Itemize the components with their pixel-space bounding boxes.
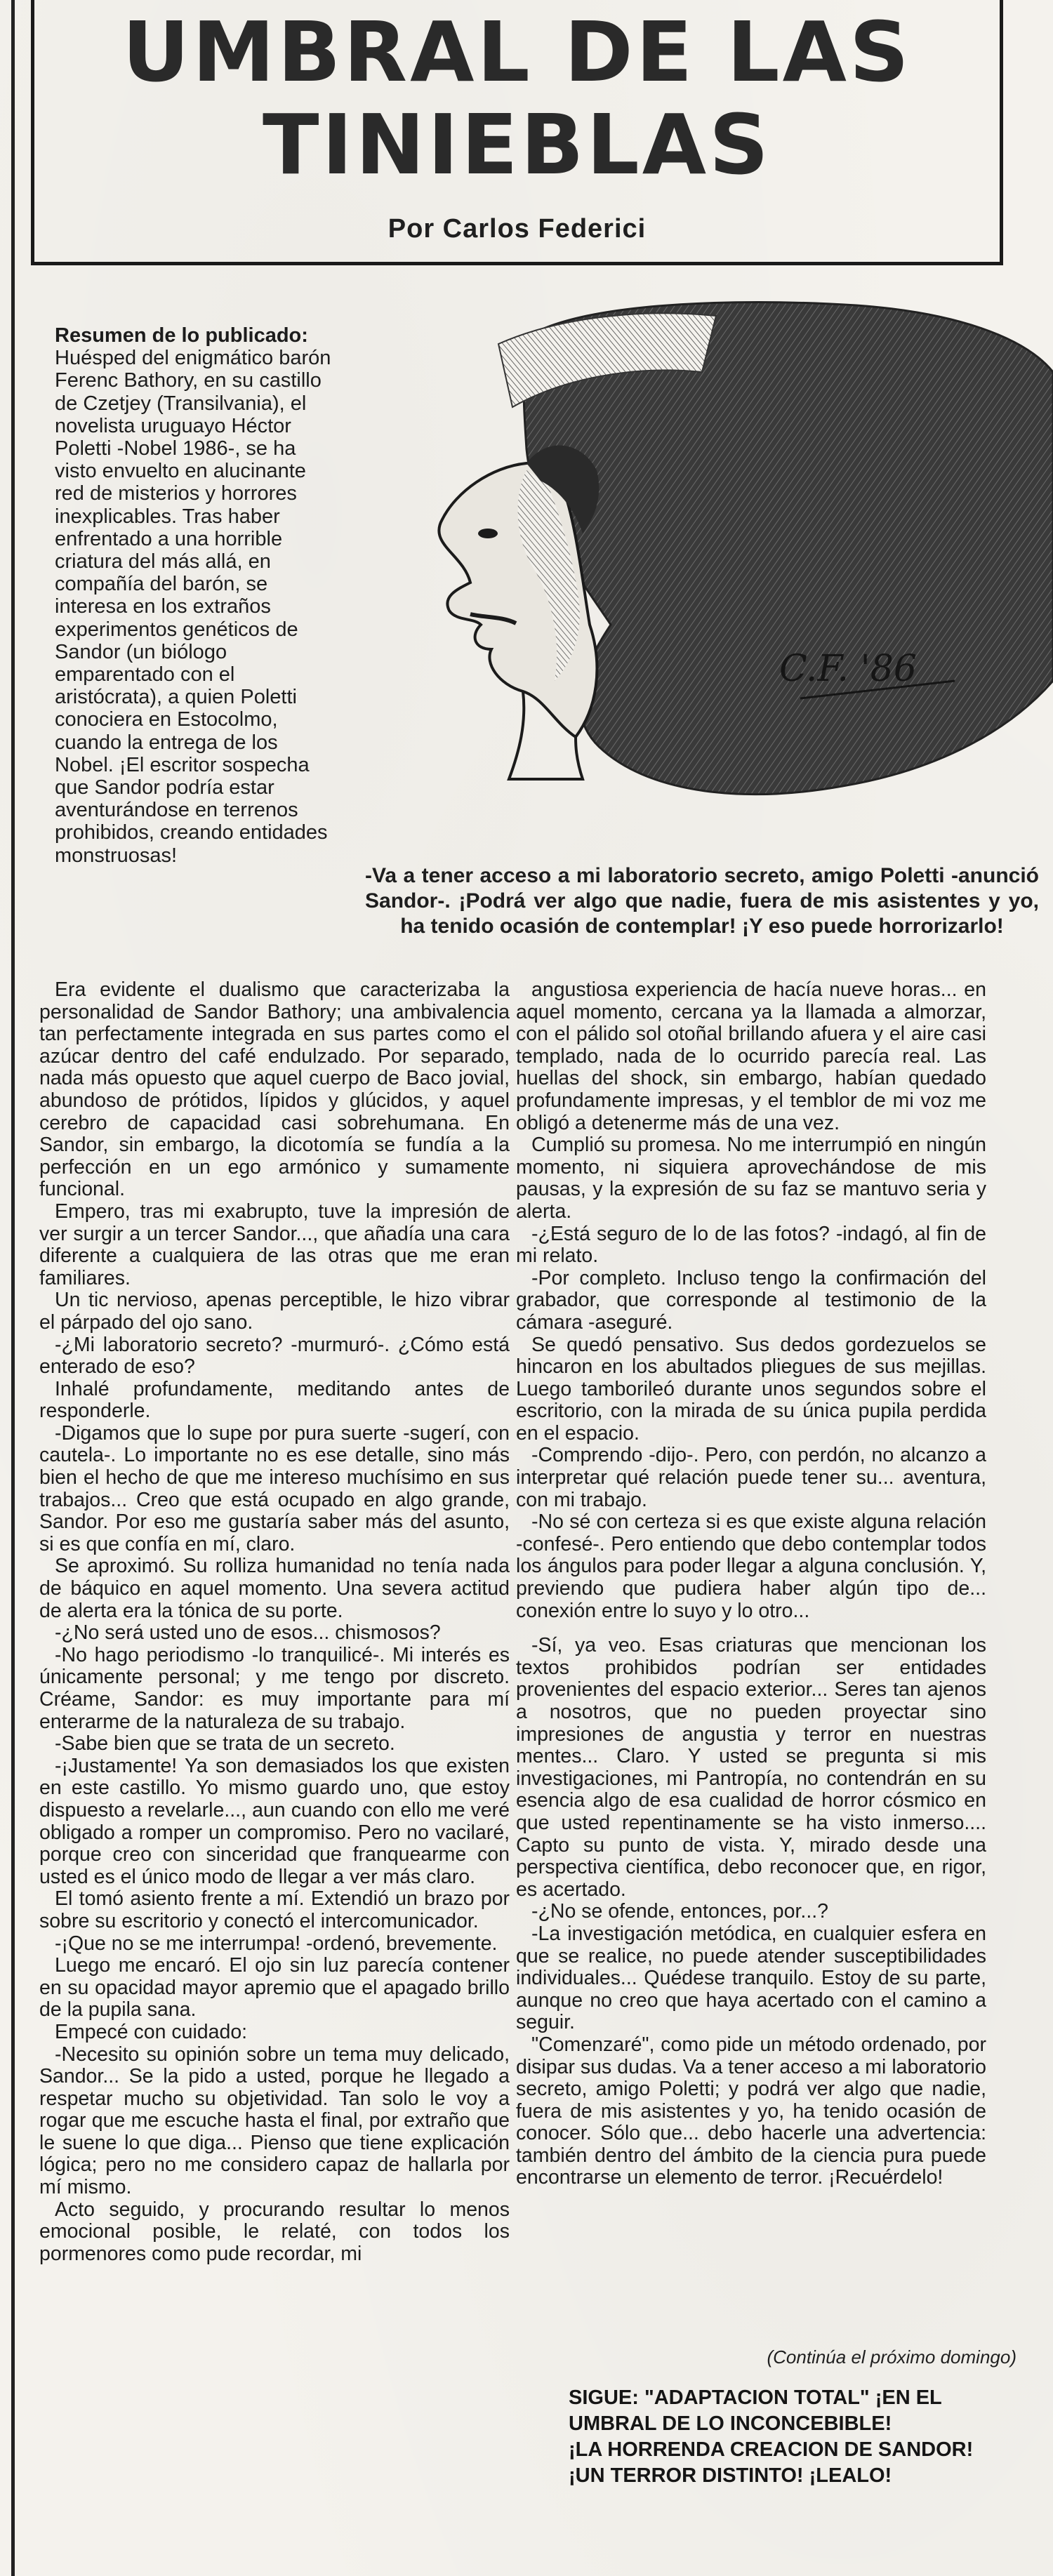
- continued-note: (Continúa el próximo domingo): [767, 2346, 1016, 2368]
- byline: Por Carlos Federici: [388, 214, 647, 244]
- summary-text: Huésped del enigmático barón Ferenc Bathory, en su castillo de Czetjey (Transilvania), el novelista uruguayo Héctor Poletti -Nobel 1986-, se ha visto envuelto en alucinante red de misterios y horrores inexplicables. Tras haber enfrentado a una horrible criatura del más allá, en compañía del barón, se interesa en los extraños experimentos genéticos de Sandor (un biólogo emparentado con el aristócrata), a quien Poletti conociera en Estocolmo, cuando la entrega de los Nobel. ¡El escritor sospecha que Sandor podría estar aventurándose en terrenos prohibidos, creando entidades monstruosas!: [55, 347, 331, 867]
- teaser-line-3: ¡LA HORRENDA CREACION DE SANDOR!: [569, 2438, 974, 2461]
- article-paragraph: Era evidente el dualismo que caracterizaba la personalidad de Sandor Bathory; una ambivalencia tan perfectamente integrada en sus partes como el azúcar dentro del café endulzado. Por separado, nada más opuesto que aquel cuerpo de Baco jovial, abundoso de prótidos, lípidos y glúcidos, y aquel cerebro de capacidad casi sobrehumana. En Sandor, sin embargo, la dicotomía se fundía a la perfección en un ego armónico y sumamente funcional.: [39, 978, 510, 1201]
- summary-box: [55, 324, 336, 867]
- title-box: [31, 0, 1003, 265]
- article-column-2: [516, 979, 986, 2189]
- article-paragraph: Inhalé profundamente, meditando antes de responderle.: [39, 1377, 510, 1423]
- article-paragraph: Se aproximó. Su rolliza humanidad no tenía nada de báquico en aquel momento. Una severa actitud de alerta era la tónica de su porte.: [39, 1555, 510, 1622]
- article-paragraph: -¿No será usted uno de esos... chismosos?: [55, 1621, 441, 1645]
- article-paragraph: -Sí, ya veo. Esas criaturas que mencionan los textos prohibidos podrían ser entidades provenientes del espacio exterior... Seres tan ajenos a nosotros, que no pueden proyectar sino impresiones de angustia y terror en nuestras mentes... Claro. Y usted se pregunta si mis investigaciones, mi Pantropía, no contendrán en su esencia algo de esa cualidad de horror cósmico en que usted repentinamente se ha visto inmerso.... Capto su punto de vista. Y, mirado desde una perspectiva científica, debo reconocer que, en rigor, es acertado.: [516, 1634, 986, 1901]
- article-paragraph: El tomó asiento frente a mí. Extendió un brazo por sobre su escritorio y conectó el intercomunicador.: [39, 1887, 510, 1932]
- article-paragraph: -Comprendo -dijo-. Pero, con perdón, no alcanzo a interpretar qué relación puede tener su... aventura, con mi trabajo.: [516, 1444, 986, 1511]
- article-paragraph: angustiosa experiencia de hacía nueve horas... en aquel momento, cercana ya la llamada a almorzar, con el pálido sol otoñal brillando afuera y el aire casi templado, nada de lo ocurrido parecía real. Las huellas del shock, sin embargo, habían quedado profundamente impresas, y el temblor de mi voz me obligó a detenerme más de una vez.: [516, 978, 986, 1134]
- next-installment-teaser: [569, 2385, 1032, 2489]
- summary-label: Resumen de lo publicado:: [55, 324, 308, 347]
- article-paragraph: Se quedó pensativo. Sus dedos gordezuelos se hincaron en los abultados pliegues de sus mejillas. Luego tamborileó durante unos segundos sobre el escritorio, con la mirada de su única pupila perdida en el espacio.: [516, 1333, 986, 1445]
- article-paragraph: -¿Mi laboratorio secreto? -murmuró-. ¿Cómo está enterado de eso?: [39, 1333, 510, 1379]
- article-paragraph: -No hago periodismo -lo tranquilicé-. Mi interés es únicamente personal; y me tengo por discreto. Créame, Sandor: es muy importante para mí enterarme de la naturaleza de su trabajo.: [39, 1643, 510, 1733]
- article-paragraph: "Comenzaré", como pide un método ordenado, por disipar sus dudas. Va a tener acceso a mi laboratorio secreto, amigo Poletti; y podrá ver algo que nadie, fuera de mis asistentes y yo, ha tenido ocasión de conocer. Sólo que... debo hacerle una advertencia: también dentro del ámbito de la ciencia pura puede encontrarse un elemento de terror. ¡Recuérdelo!: [516, 2033, 986, 2189]
- article-paragraph: Empecé con cuidado:: [55, 2020, 248, 2043]
- article-paragraph: -Sabe bien que se trata de un secreto.: [55, 1732, 395, 1755]
- left-column-rule: [11, 0, 15, 2576]
- article-paragraph: -¡Justamente! Ya son demasiados los que existen en este castillo. Yo mismo guardo uno, que estoy dispuesto a revelarle..., aun cuando con ello me veré obligado a romper un compromiso. Pero no vacilaré, porque creo con sinceridad que franquearme con usted es el único modo de llegar a ver más claro.: [39, 1754, 510, 1888]
- article-column-1: [39, 979, 510, 2265]
- teaser-line-1: SIGUE: "ADAPTACION TOTAL" ¡EN EL: [569, 2386, 942, 2409]
- article-paragraph: Cumplió su promesa. No me interrumpió en ningún momento, ni siquiera aprovechándose de mis pausas, y la expresión de su faz se mantuvo seria y alerta.: [516, 1134, 986, 1223]
- article-paragraph: -¿Está seguro de lo de las fotos? -indagó, al fin de mi relato.: [516, 1222, 986, 1268]
- teaser-line-2: UMBRAL DE LO INCONCEBIBLE!: [569, 2412, 892, 2435]
- paragraph-gap: [516, 1622, 986, 1635]
- illustration-caption: -Va a tener acceso a mi laboratorio secreto, amigo Poletti -anunció Sandor-. ¡Podrá ver algo que nadie, fuera de mis asistentes y yo, ha tenido ocasión de contemplar! ¡Y eso puede horrorizarlo!: [365, 864, 1039, 938]
- teaser-line-4: ¡UN TERROR DISTINTO! ¡LEALO!: [569, 2464, 892, 2487]
- article-paragraph: Empero, tras mi exabrupto, tuve la impresión de ver surgir a un tercer Sandor..., que añadía una cara diferente a cualquiera de las otras que me eran familiares.: [39, 1200, 510, 1289]
- article-paragraph: Acto seguido, y procurando resultar lo menos emocional posible, le relaté, con todos los pormenores como pude recordar, mi: [39, 2198, 510, 2265]
- article-paragraph: -¿No se ofende, entonces, por...?: [531, 1900, 829, 1923]
- artist-signature: C.F. '86: [779, 648, 917, 690]
- article-paragraph: Luego me encaró. El ojo sin luz parecía contener en su opacidad mayor apremio que el apagado brillo de la pupila sana.: [39, 1954, 510, 2021]
- eye: [478, 529, 498, 538]
- article-paragraph: -No sé con certeza si es que existe alguna relación -confesé-. Pero entiendo que debo contemplar todos los ángulos para poder llegar a alguna conclusión. Y, previendo que pudiera haber algún tipo de... conexión entre lo suyo y lo otro...: [516, 1511, 986, 1622]
- article-paragraph: -Por completo. Incluso tengo la confirmación del grabador, que corresponde al testimonio de la cámara -aseguré.: [516, 1266, 986, 1334]
- article-paragraph: Un tic nervioso, apenas perceptible, le hizo vibrar el párpado del ojo sano.: [39, 1289, 510, 1334]
- illustration: [351, 288, 1053, 849]
- article-paragraph: -Digamos que lo supe por pura suerte -sugerí, con cautela-. Lo importante no es ese detalle, sino más bien el hecho de que me intereso muchísimo en sus trabajos... Creo que está ocupado en algo grande, Sandor. Por eso me gustaría saber más del asunto, si es que confía en mí, claro.: [39, 1421, 510, 1555]
- article-title: UMBRAL DE LAS TINIEBLAS: [122, 4, 912, 193]
- article-paragraph: -La investigación metódica, en cualquier esfera en que se realice, no puede atender susceptibilidades individuales... Quédese tranquilo. Estoy de su parte, aunque no creo que haya acertado con el camino a seguir.: [516, 1922, 986, 2034]
- article-paragraph: -Necesito su opinión sobre un tema muy delicado, Sandor... Se la pido a usted, porque he llegado a respetar mucho su objetividad. Tan solo le voy a rogar que me escuche hasta el final, por extraño que le suene lo que diga... Pienso que tiene explicación lógica; pero no me considero capaz de hallarla por mí mismo.: [39, 2043, 510, 2199]
- article-paragraph: -¡Que no se me interrumpa! -ordenó, brevemente.: [55, 1932, 498, 1955]
